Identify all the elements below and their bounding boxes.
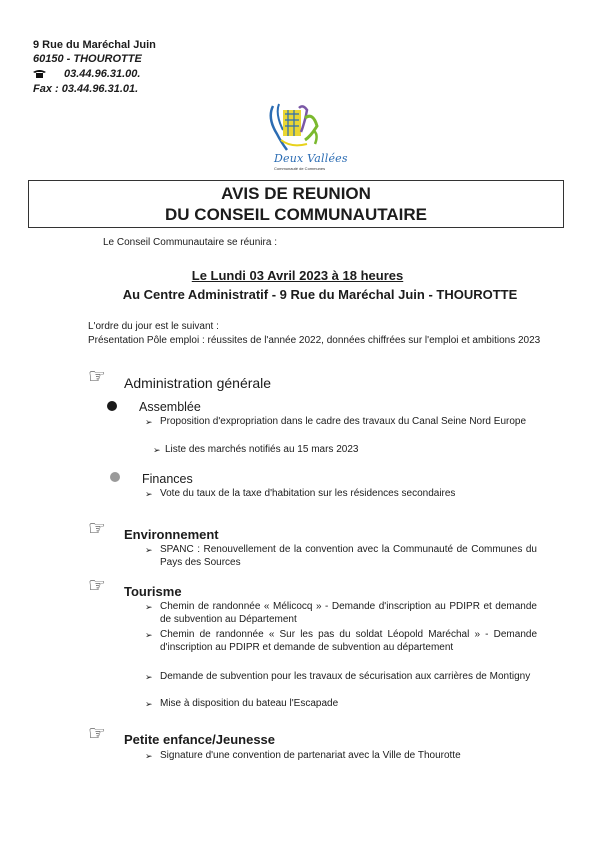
section-title-tourisme: Tourisme [124, 584, 182, 599]
numbered-bullet-1-icon [107, 401, 117, 411]
arrow-bullet-icon: ➢ [153, 445, 161, 455]
subsection-finances: Finances [142, 472, 193, 486]
phone-line [33, 67, 140, 81]
list-item: ➢ Chemin de randonnée « Mélicocq » - Demande d'inscription au PDIPR et demande de subvention au Département [145, 601, 537, 625]
presentation-text: Présentation Pôle emploi : réussites de l'année 2022, données chiffrées sur l'emploi et ambitions 2023 [88, 335, 541, 346]
logo-subtitle: Communauté de Communes [274, 166, 326, 171]
notice-title-box [28, 180, 564, 228]
list-item: ➢ Vote du taux de la taxe d'habitation sur les résidences secondaires [145, 488, 456, 499]
intro-text: Le Conseil Communautaire se réunira : [103, 237, 277, 248]
arrow-bullet-icon: ➢ [145, 630, 153, 640]
meeting-place: Au Centre Administratif - 9 Rue du Maréchal Juin - THOUROTTE [122, 287, 518, 302]
arrow-bullet-icon: ➢ [145, 602, 153, 612]
pointing-hand-icon: ☞ [88, 723, 106, 745]
phone-number: 03.44.96.31.00. [64, 68, 141, 80]
section-title-enfance: Petite enfance/Jeunesse [124, 732, 276, 747]
arrow-bullet-icon: ➢ [145, 545, 153, 555]
list-item: ➢ Proposition d'expropriation dans le cadre des travaux du Canal Seine Nord Europe [145, 416, 527, 427]
telephone-icon [33, 68, 46, 77]
section-title-environnement: Environnement [124, 527, 219, 542]
pointing-hand-icon: ☞ [88, 575, 106, 597]
list-item: ➢ Signature d'une convention de partenariat avec la Ville de Thourotte [145, 750, 461, 761]
arrow-bullet-icon: ➢ [145, 751, 153, 761]
list-item: ➢ Mise à disposition du bateau l'Escapade [145, 698, 339, 709]
list-item: ➢ Demande de subvention pour les travaux de sécurisation aux carrières de Montigny [145, 671, 531, 682]
arrow-bullet-icon: ➢ [145, 672, 153, 682]
list-item: ➢ Liste des marchés notifiés au 15 mars 2023 [153, 444, 359, 455]
arrow-bullet-icon: ➢ [145, 699, 153, 709]
subsection-assemblee: Assemblée [139, 400, 201, 414]
notice-title-line2: DU CONSEIL COMMUNAUTAIRE [165, 205, 427, 224]
deux-vallees-logo [255, 100, 350, 176]
agenda-intro: L'ordre du jour est le suivant : [88, 321, 219, 332]
logo-name: Deux Vallées [274, 152, 348, 165]
section-title-admin: Administration générale [124, 375, 272, 391]
notice-title-line1: AVIS DE REUNION [221, 184, 371, 203]
list-item: ➢ SPANC : Renouvellement de la convention avec la Communauté de Communes du Pays des Sources [145, 544, 537, 568]
meeting-date: Le Lundi 03 Avril 2023 à 18 heures [191, 268, 404, 283]
numbered-bullet-2-icon [110, 472, 120, 482]
arrow-bullet-icon: ➢ [145, 489, 153, 499]
address-street: 9 Rue du Maréchal Juin [33, 39, 156, 51]
address-city: 60150 - THOUROTTE [33, 53, 142, 65]
list-item: ➢ Chemin de randonnée « Sur les pas du soldat Léopold Maréchal » - Demande d'inscription au PDIPR et demande de subvention au département [145, 629, 537, 653]
pointing-hand-icon: ☞ [88, 366, 106, 388]
logo-graphic [255, 100, 350, 156]
fax-line: Fax : 03.44.96.31.01. [33, 83, 139, 95]
arrow-bullet-icon: ➢ [145, 417, 153, 427]
pointing-hand-icon: ☞ [88, 518, 106, 540]
